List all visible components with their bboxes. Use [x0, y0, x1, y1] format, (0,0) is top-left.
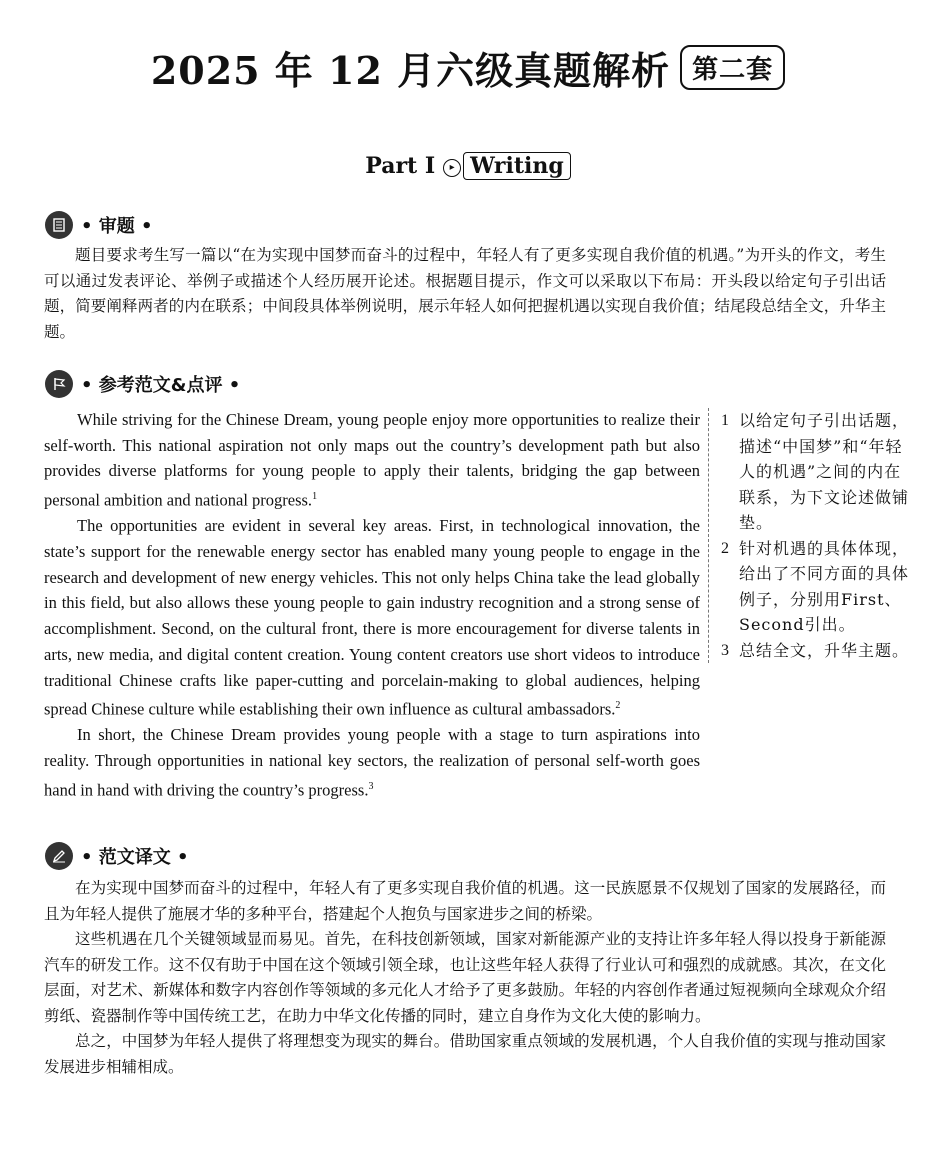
note-item	[721, 638, 917, 664]
note-text: 以给定句子引出话题，描述“中国梦”和“年轻人的机遇”之间的内在联系，为下文论述做铺垫。	[739, 411, 910, 532]
note-text: 总结全文，升华主题。	[739, 640, 910, 660]
set-badge: 第二套	[680, 45, 785, 90]
note-text: 针对机遇的具体体现，给出了不同方面的具体例子，分别用First、Second引出。	[739, 538, 910, 634]
pen-icon	[45, 842, 73, 870]
note-number: 1	[721, 412, 729, 429]
note-item	[721, 408, 917, 536]
essay-paragraph	[44, 513, 700, 722]
note-number: 2	[721, 539, 729, 557]
sample-essay	[44, 407, 700, 803]
sample-heading	[45, 369, 240, 399]
translation-body	[44, 876, 886, 1080]
translation-paragraph: 在为实现中国梦而奋斗的过程中，年轻人有了更多实现自我价值的机遇。这一民族愿景不仅规划了国家的发展路径，而且为年轻人提供了施展才华的多种平台，搭建起个人抱负与国家进步之间的桥梁。	[44, 879, 886, 923]
analysis-text: 题目要求考生写一篇以“在为实现中国梦而奋斗的过程中，年轻人有了更多实现自我价值的机遇。”为开头的作文，考生可以通过发表评论、举例子或描述个人经历展开论述。根据题目提示，作文可以采取以下布局：开头段以给定句子引出话题，简要阐释两者的内在联系；中间段具体举例说明，展示年轻人如何把握机遇以实现自我价值；结尾段总结全文，升华主题。	[44, 246, 886, 341]
sample-heading-text: • 参考范文&点评 •	[81, 375, 241, 396]
essay-paragraph-text: The opportunities are evident in several key areas. First, in technological innovation, the state’s support for the renewable energy sector has enabled many young people to engage in the research and development of new energy vehicles. This not only helps China take the lead globally in this field, but also allows these young people to gain industry recognition and a strong sense of accomplishment. Second, on the cultural front, there is more encouragement for diverse talents in arts, new media, and digital content creation. Young content creators use short videos to introduce traditional Chinese crafts like paper-cutting and porcelain-making to global audiences, helping spread Chinese culture while establishing their own influence as cultural ambassadors.	[44, 516, 700, 719]
document-icon	[45, 211, 73, 239]
essay-paragraph	[44, 722, 700, 803]
title-text: 2025 年 12 月六级真题解析	[150, 48, 671, 93]
analysis-body	[44, 243, 886, 345]
note-item	[721, 536, 917, 638]
translation-heading	[45, 841, 189, 871]
note-mark: 3	[368, 780, 374, 792]
part-label: Part I	[365, 153, 436, 179]
analysis-heading-text: • 审题 •	[81, 216, 153, 237]
note-mark: 1	[312, 491, 318, 503]
part-name: Writing	[463, 152, 571, 180]
analysis-heading	[45, 210, 153, 240]
arrow-circle-icon: ▸	[443, 159, 461, 177]
translation-heading-text: • 范文译文 •	[81, 847, 189, 868]
essay-paragraph	[44, 407, 700, 513]
essay-paragraph-text: While striving for the Chinese Dream, young people enjoy more opportunities to realize their self-worth. This national aspiration not only maps out the country’s development path but also provides diverse platforms for young people to apply their talents, bridging the gap between personal ambition and national progress.	[44, 410, 700, 510]
essay-paragraph-text: In short, the Chinese Dream provides young people with a stage to turn aspirations into reality. Through opportunities in national key sectors, the realization of personal self-worth goes hand in hand with driving the country’s progress.	[44, 725, 700, 800]
commentary-notes	[708, 408, 917, 663]
translation-paragraph: 总之，中国梦为年轻人提供了将理想变为现实的舞台。借助国家重点领域的发展机遇，个人自我价值的实现与推动国家发展进步相辅相成。	[44, 1032, 886, 1076]
note-number: 3	[721, 641, 729, 659]
flag-icon	[45, 370, 73, 398]
note-mark: 2	[615, 700, 621, 712]
translation-paragraph: 这些机遇在几个关键领域显而易见。首先，在科技创新领域，国家对新能源产业的支持让许多年轻人得以投身于新能源汽车的研发工作。这不仅有助于中国在这个领域引领全球，也让这些年轻人获得了行业认可和强烈的成就感。其次，在文化层面，对艺术、新媒体和数字内容创作等领域的多元化人才给予了更多鼓励。年轻的内容创作者通过短视频向全球观众介绍剪纸、瓷器制作等中国传统工艺，在助力中华文化传播的同时，建立自身作为文化大使的影响力。	[44, 930, 886, 1025]
part-heading	[0, 152, 936, 180]
page-title	[0, 40, 936, 95]
